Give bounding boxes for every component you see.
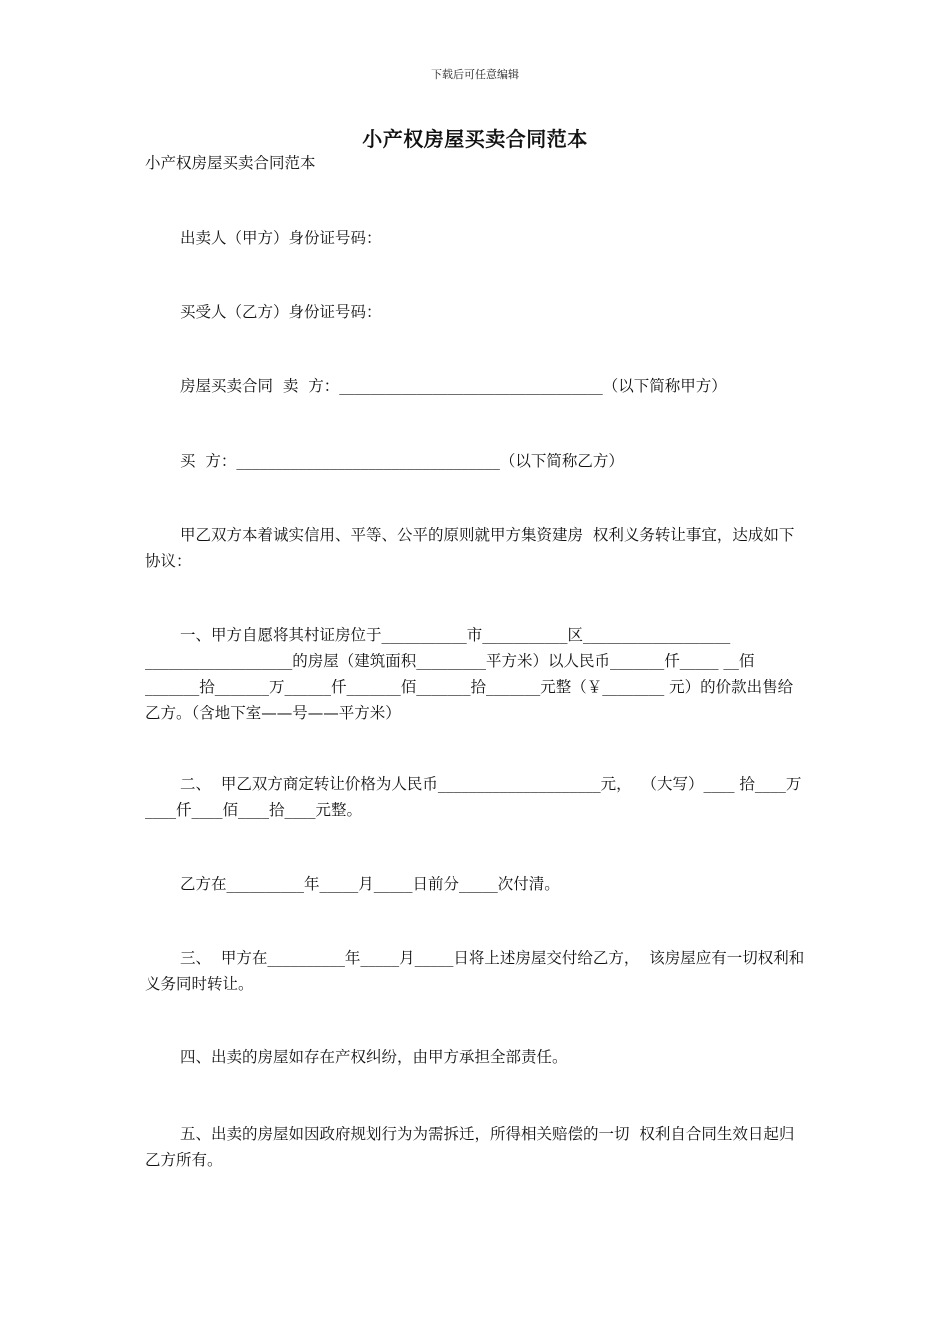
clause-five: 五、出卖的房屋如因政府规划行为为需拆迁，所得相关赔偿的一切 权利自合同生效日起归乙方所有。 bbox=[145, 1125, 795, 1169]
buyer-id-line: 买受人（乙方）身份证号码： bbox=[180, 303, 382, 321]
header-note: 下载后可任意编辑 bbox=[431, 68, 519, 81]
agreement-preamble: 甲乙双方本着诚实信用、平等、公平的原则就甲方集资建房 权利义务转让事宜，达成如下协议： bbox=[145, 526, 795, 570]
seller-name-line: 房屋买卖合同 卖 方：__________________________________（以下简称甲方） bbox=[180, 377, 727, 395]
seller-id-line: 出卖人（甲方）身份证号码： bbox=[180, 229, 382, 247]
buyer-name-line: 买 方：__________________________________（以下简称乙方） bbox=[180, 452, 624, 470]
clause-one: 一、甲方自愿将其村证房位于___________市___________区___________________ ___________________的房屋（建筑面积_________平方米）以人民币_______仟_____ __佰_______拾_______万______仟_______佰_______拾_______元整（￥________ 元）的价款出售给乙方。（含地下室——号——平方米） bbox=[145, 626, 794, 722]
clause-three: 三、 甲方在__________年_____月_____日将上述房屋交付给乙方， 该房屋应有一切权利和义务同时转让。 bbox=[145, 949, 805, 993]
document-subtitle: 小产权房屋买卖合同范本 bbox=[145, 154, 316, 172]
payment-line: 乙方在__________年_____月_____日前分_____次付清。 bbox=[180, 875, 560, 893]
clause-four: 四、出卖的房屋如存在产权纠纷，由甲方承担全部责任。 bbox=[180, 1048, 568, 1066]
document-title: 小产权房屋买卖合同范本 bbox=[362, 127, 588, 151]
clause-two: 二、 甲乙双方商定转让价格为人民币_____________________元， （大写）____ 拾____万____仟____佰____拾____元整。 bbox=[145, 775, 802, 819]
